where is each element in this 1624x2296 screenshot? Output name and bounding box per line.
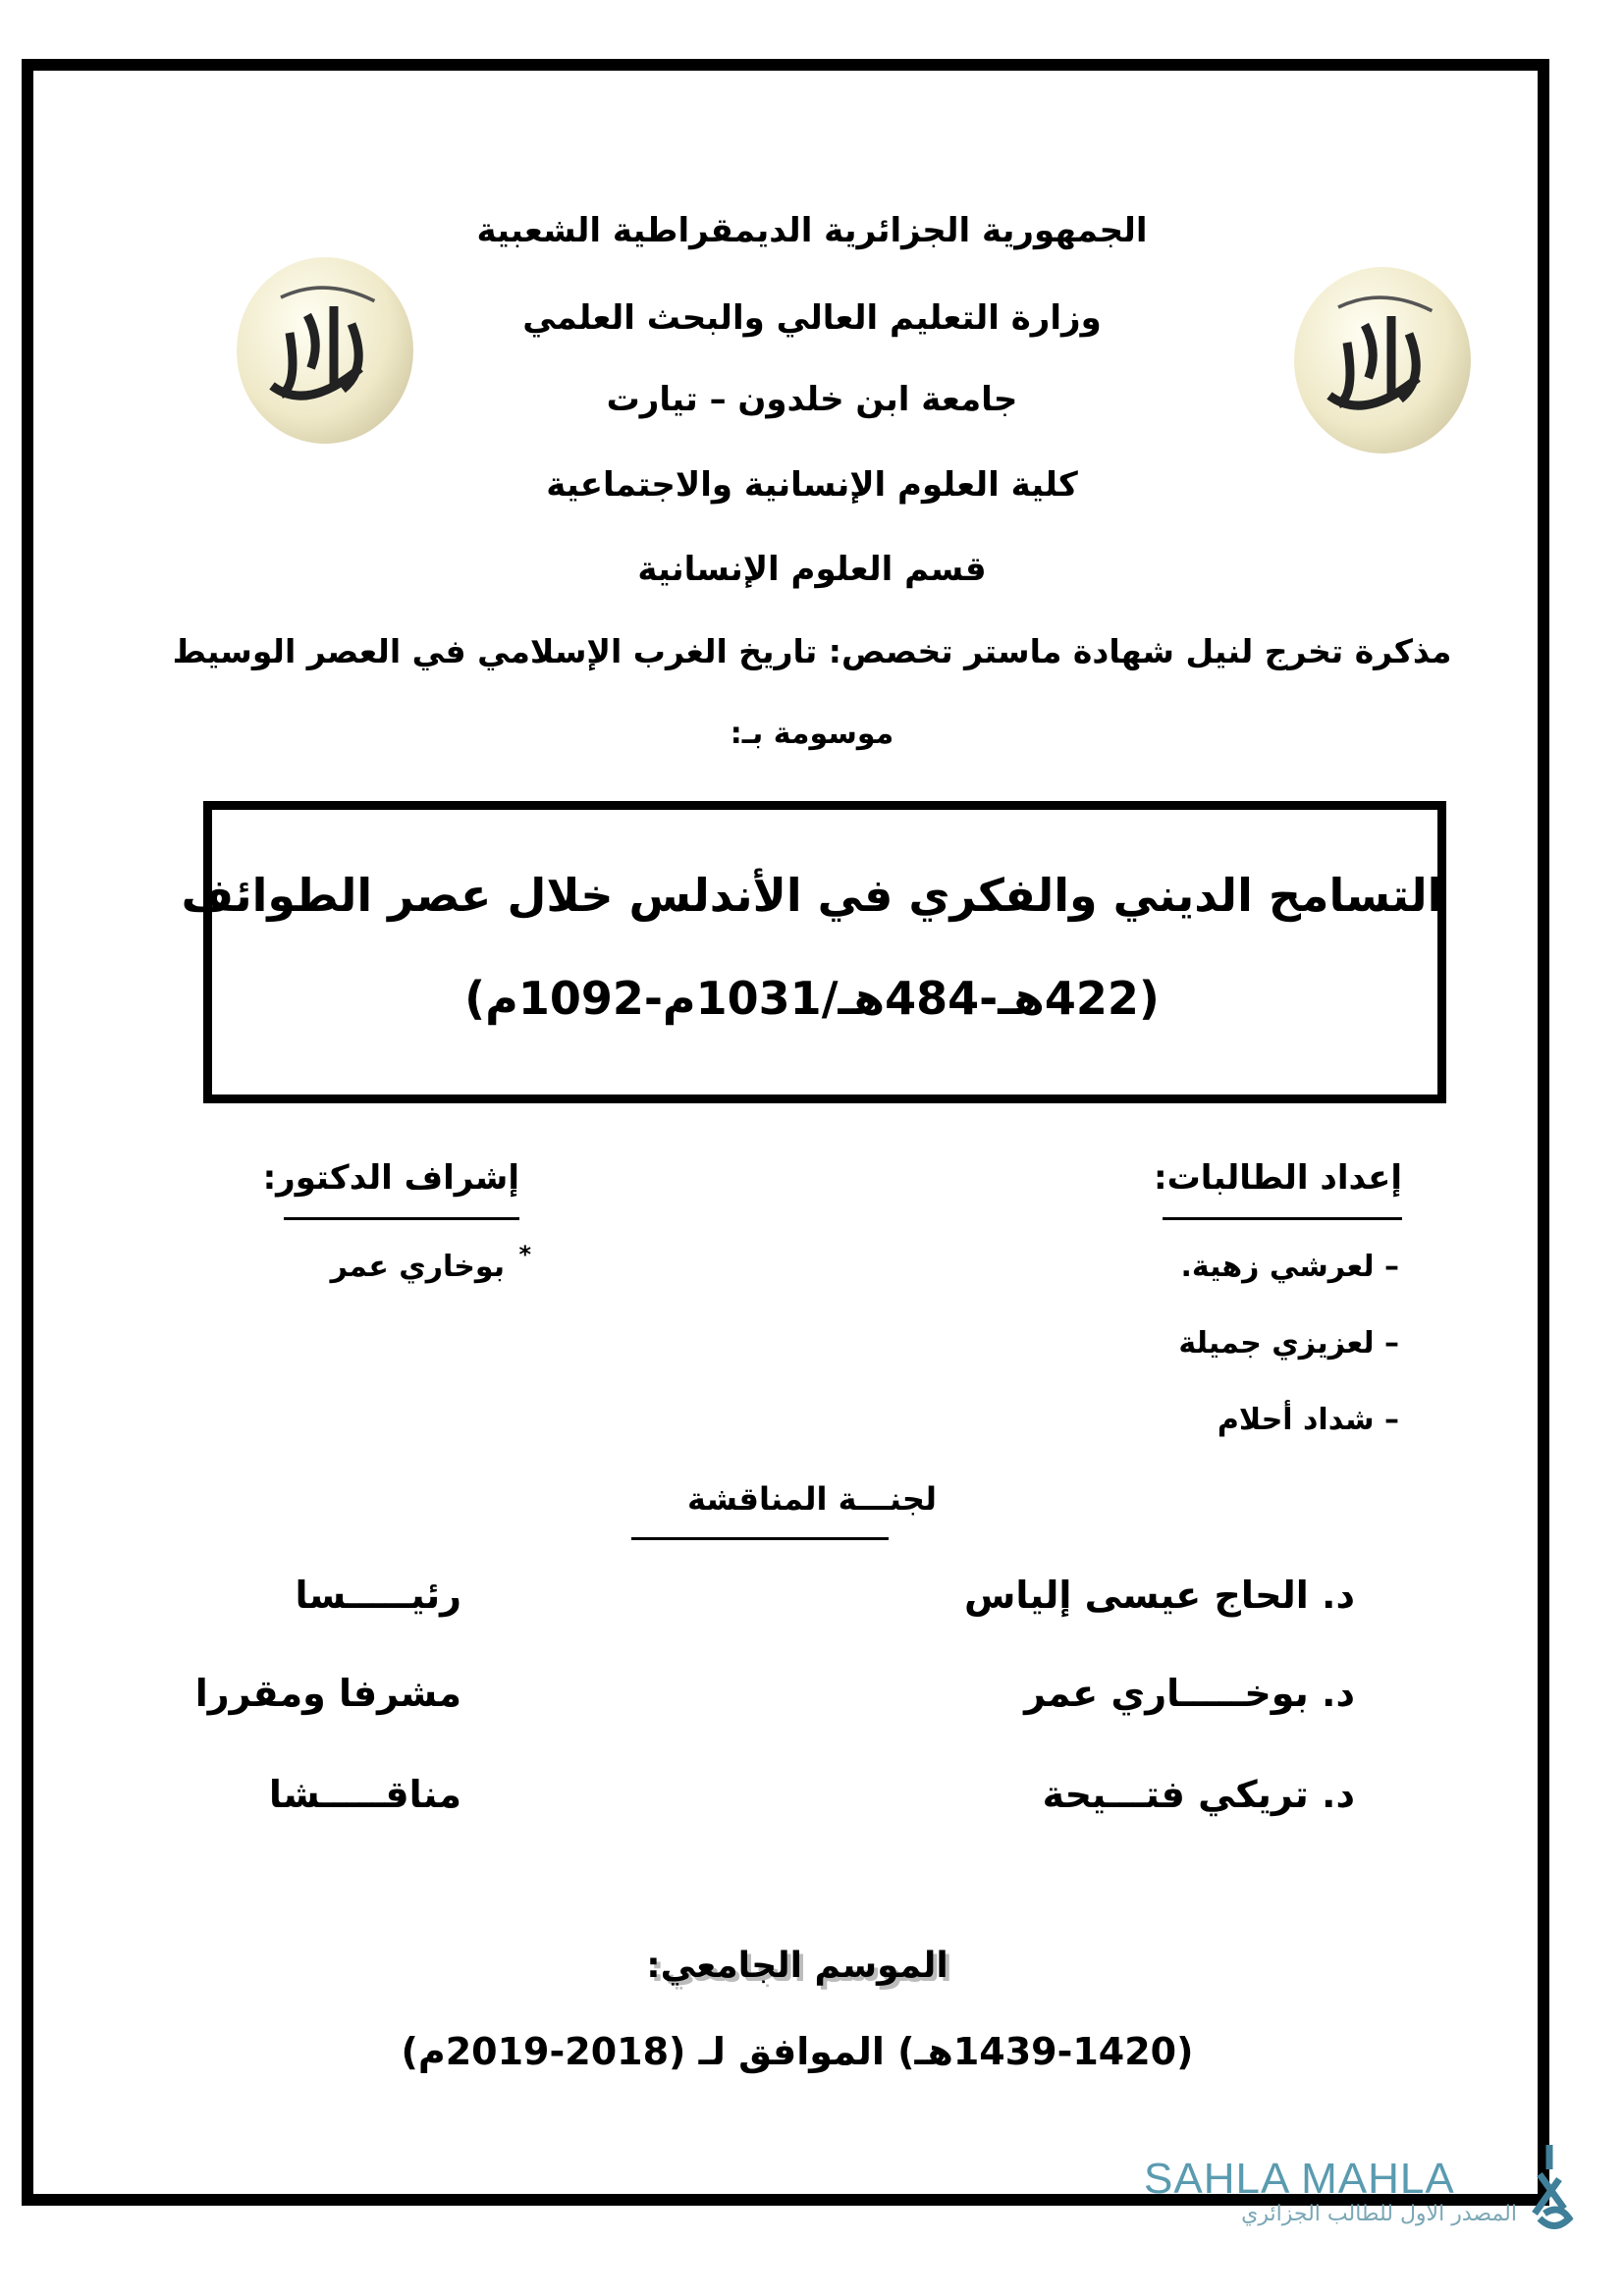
supervisor-underline <box>284 1217 519 1220</box>
republic-name: الجمهورية الجزائرية الديمقراطية الشعبية <box>476 211 1148 250</box>
committee-member-name: د. الحاج عيسى إلياس <box>963 1574 1355 1617</box>
student-name: – لعزيزي جميلة <box>1178 1326 1399 1361</box>
committee-member-role: مناقـــــشا <box>268 1773 461 1816</box>
committee-member-role: رئيـــــسا <box>295 1574 461 1617</box>
students-underline <box>1163 1217 1402 1220</box>
supervisor-name: بوخاري عمر <box>330 1250 505 1284</box>
students-label: إعداد الطالبات: <box>1154 1158 1402 1198</box>
watermark-brand: SAHLA MAHLA <box>1144 2155 1455 2203</box>
degree-line: مذكرة تخرج لنيل شهادة ماستر تخصص: تاريخ الغرب الإسلامي في العصر الوسيط <box>172 632 1452 670</box>
watermark-calligraphy-icon <box>1520 2140 1579 2238</box>
university-seal-right <box>1294 267 1471 454</box>
thesis-period: (422هـ-484هـ/1031م-1092م) <box>464 972 1160 1025</box>
department-name: قسم العلوم الإنسانية <box>637 550 987 589</box>
academic-season-label: الموسم الجامعي: <box>646 1946 948 1986</box>
thesis-title: التسامح الديني والفكري في الأندلس خلال عصر الطوائف <box>181 869 1443 922</box>
university-name: جامعة ابن خلدون – تيارت <box>606 380 1018 419</box>
titled-label: موسومة بـ: <box>730 717 894 751</box>
committee-member-name: د. بوخـــــاري عمر <box>1024 1672 1355 1715</box>
committee-label: لجنـــة المناقشة <box>687 1480 937 1518</box>
faculty-name: كلية العلوم الإنسانية والاجتماعية <box>546 465 1078 505</box>
watermark-tagline: المصدر الاول للطالب الجزائري <box>1241 2202 1517 2226</box>
seal-calligraphy-icon <box>1294 267 1471 454</box>
committee-underline <box>631 1537 889 1540</box>
thesis-title-box <box>203 801 1446 1103</box>
student-name: – شداد أحلام <box>1217 1403 1399 1437</box>
committee-member-name: د. تريكي فتـــيحة <box>1042 1773 1355 1816</box>
supervisor-label: إشراف الدكتور: <box>262 1158 519 1198</box>
committee-member-role: مشرفا ومقررا <box>194 1672 461 1715</box>
supervisor-marker: * <box>518 1241 531 1268</box>
ministry-name: وزارة التعليم العالي والبحث العلمي <box>522 298 1102 338</box>
academic-season-years: (1439-1420هـ) الموافق لـ (2018-2019م) <box>401 2030 1194 2073</box>
student-name: – لعرشي زهية. <box>1180 1250 1399 1284</box>
